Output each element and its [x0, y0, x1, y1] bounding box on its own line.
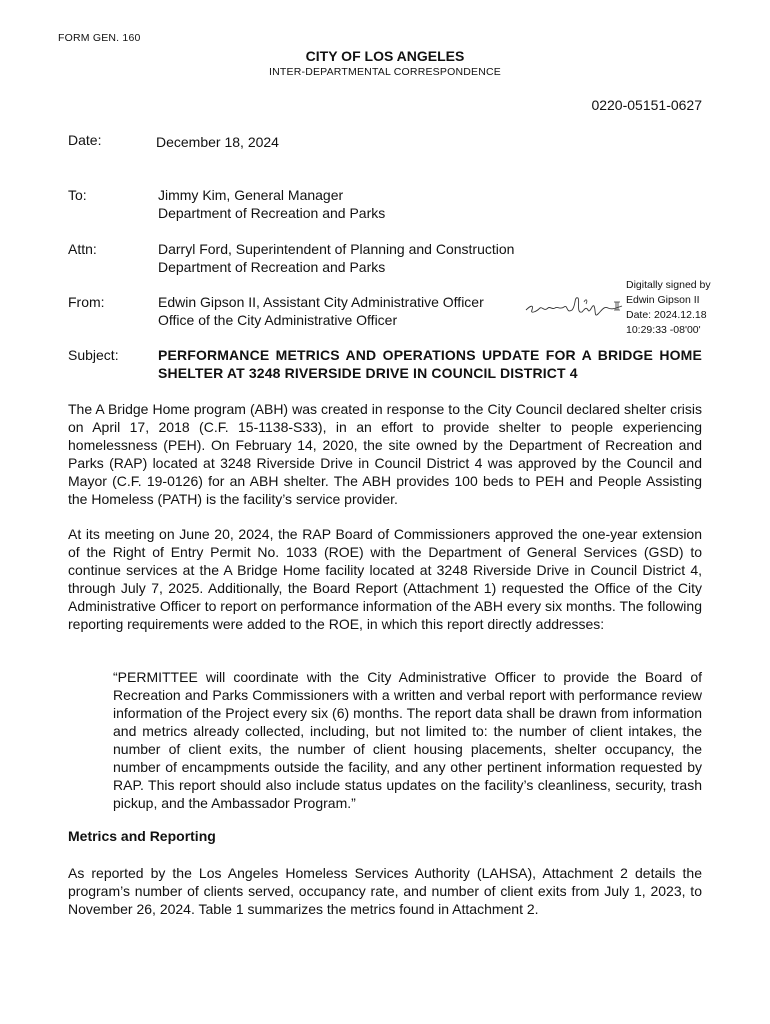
signature-line-1: Digitally signed by [626, 279, 711, 291]
from-sender: Edwin Gipson II, Assistant City Administrative Officer [158, 294, 484, 310]
to-recipient: Jimmy Kim, General Manager [158, 187, 344, 203]
subject-label: Subject: [68, 347, 119, 363]
attn-department: Department of Recreation and Parks [158, 259, 386, 275]
correspondence-type: INTER-DEPARTMENTAL CORRESPONDENCE [269, 66, 501, 78]
body-paragraph-1: The A Bridge Home program (ABH) was created in response to the City Council declared shelter crisis on April 17, 2018 (C.F. 15-1138-S33), in an effort to provide shelter to people experiencing homelessness (PEH). On February 14, 2020, the site owned by the Department of Recreation and Parks (RAP) located at 3248 Riverside Drive in Council District 4 was approved by the Council and Mayor (C.F. 19-0126) for an ABH shelter. The ABH provides 100 beds to PEH and People Assisting the Homeless (PATH) is the facility’s service provider. [68, 401, 702, 507]
body-paragraph-3: As reported by the Los Angeles Homeless Services Authority (LAHSA), Attachment 2 details the program’s number of clients served, occupancy rate, and number of client exits from July 1, 2023, to November 26, 2024. Table 1 summarizes the metrics found in Attachment 2. [68, 865, 702, 917]
signature-line-3: Date: 2024.12.18 [626, 309, 707, 321]
handwritten-signature-icon [522, 288, 626, 322]
attn-recipient: Darryl Ford, Superintendent of Planning and Construction [158, 241, 515, 257]
attn-label: Attn: [68, 241, 97, 257]
from-label: From: [68, 294, 105, 310]
form-id: FORM GEN. 160 [58, 32, 141, 44]
city-title: CITY OF LOS ANGELES [305, 48, 465, 64]
signature-line-2: Edwin Gipson II [626, 294, 700, 306]
digital-signature [522, 278, 732, 338]
section-heading: Metrics and Reporting [68, 828, 216, 844]
body-paragraph-2: At its meeting on June 20, 2024, the RAP Board of Commissioners approved the one-year extension of the Right of Entry Permit No. 1033 (ROE) with the Department of General Services (GSD) to continue services at the A Bridge Home facility located at 3248 Riverside Drive in Council District 4, through July 7, 2025. Additionally, the Board Report (Attachment 1) requested the Office of the City Administrative Officer to report on performance information of the ABH every six months. The following reporting requirements were added to the ROE, in which this report directly addresses: [68, 526, 702, 632]
roe-quote: “PERMITTEE will coordinate with the City Administrative Officer to provide the Board of Recreation and Parks Commissioners with a written and verbal report with performance review information of the Project every six (6) months. The report data shall be drawn from information and metrics already collected, including, but not limited to: the number of client intakes, the number of client exits, the number of client housing placements, shelter occupancy, the number of encampments outside the facility, and any other pertinent information requested by RAP. This report should also include status updates on the facility’s cleanliness, security, trash pickup, and the Ambassador Program.” [113, 669, 702, 811]
to-label: To: [68, 187, 87, 203]
subject-text: PERFORMANCE METRICS AND OPERATIONS UPDATE FOR A BRIDGE HOME SHELTER AT 3248 RIVERSIDE DRIVE IN COUNCIL DISTRICT 4 [158, 347, 702, 381]
from-office: Office of the City Administrative Officer [158, 312, 398, 328]
date-value: December 18, 2024 [156, 134, 279, 150]
reference-number: 0220-05151-0627 [591, 97, 702, 113]
date-label: Date: [68, 132, 102, 148]
signature-line-4: 10:29:33 -08'00' [626, 324, 701, 336]
to-department: Department of Recreation and Parks [158, 205, 386, 221]
signature-details [626, 278, 711, 338]
